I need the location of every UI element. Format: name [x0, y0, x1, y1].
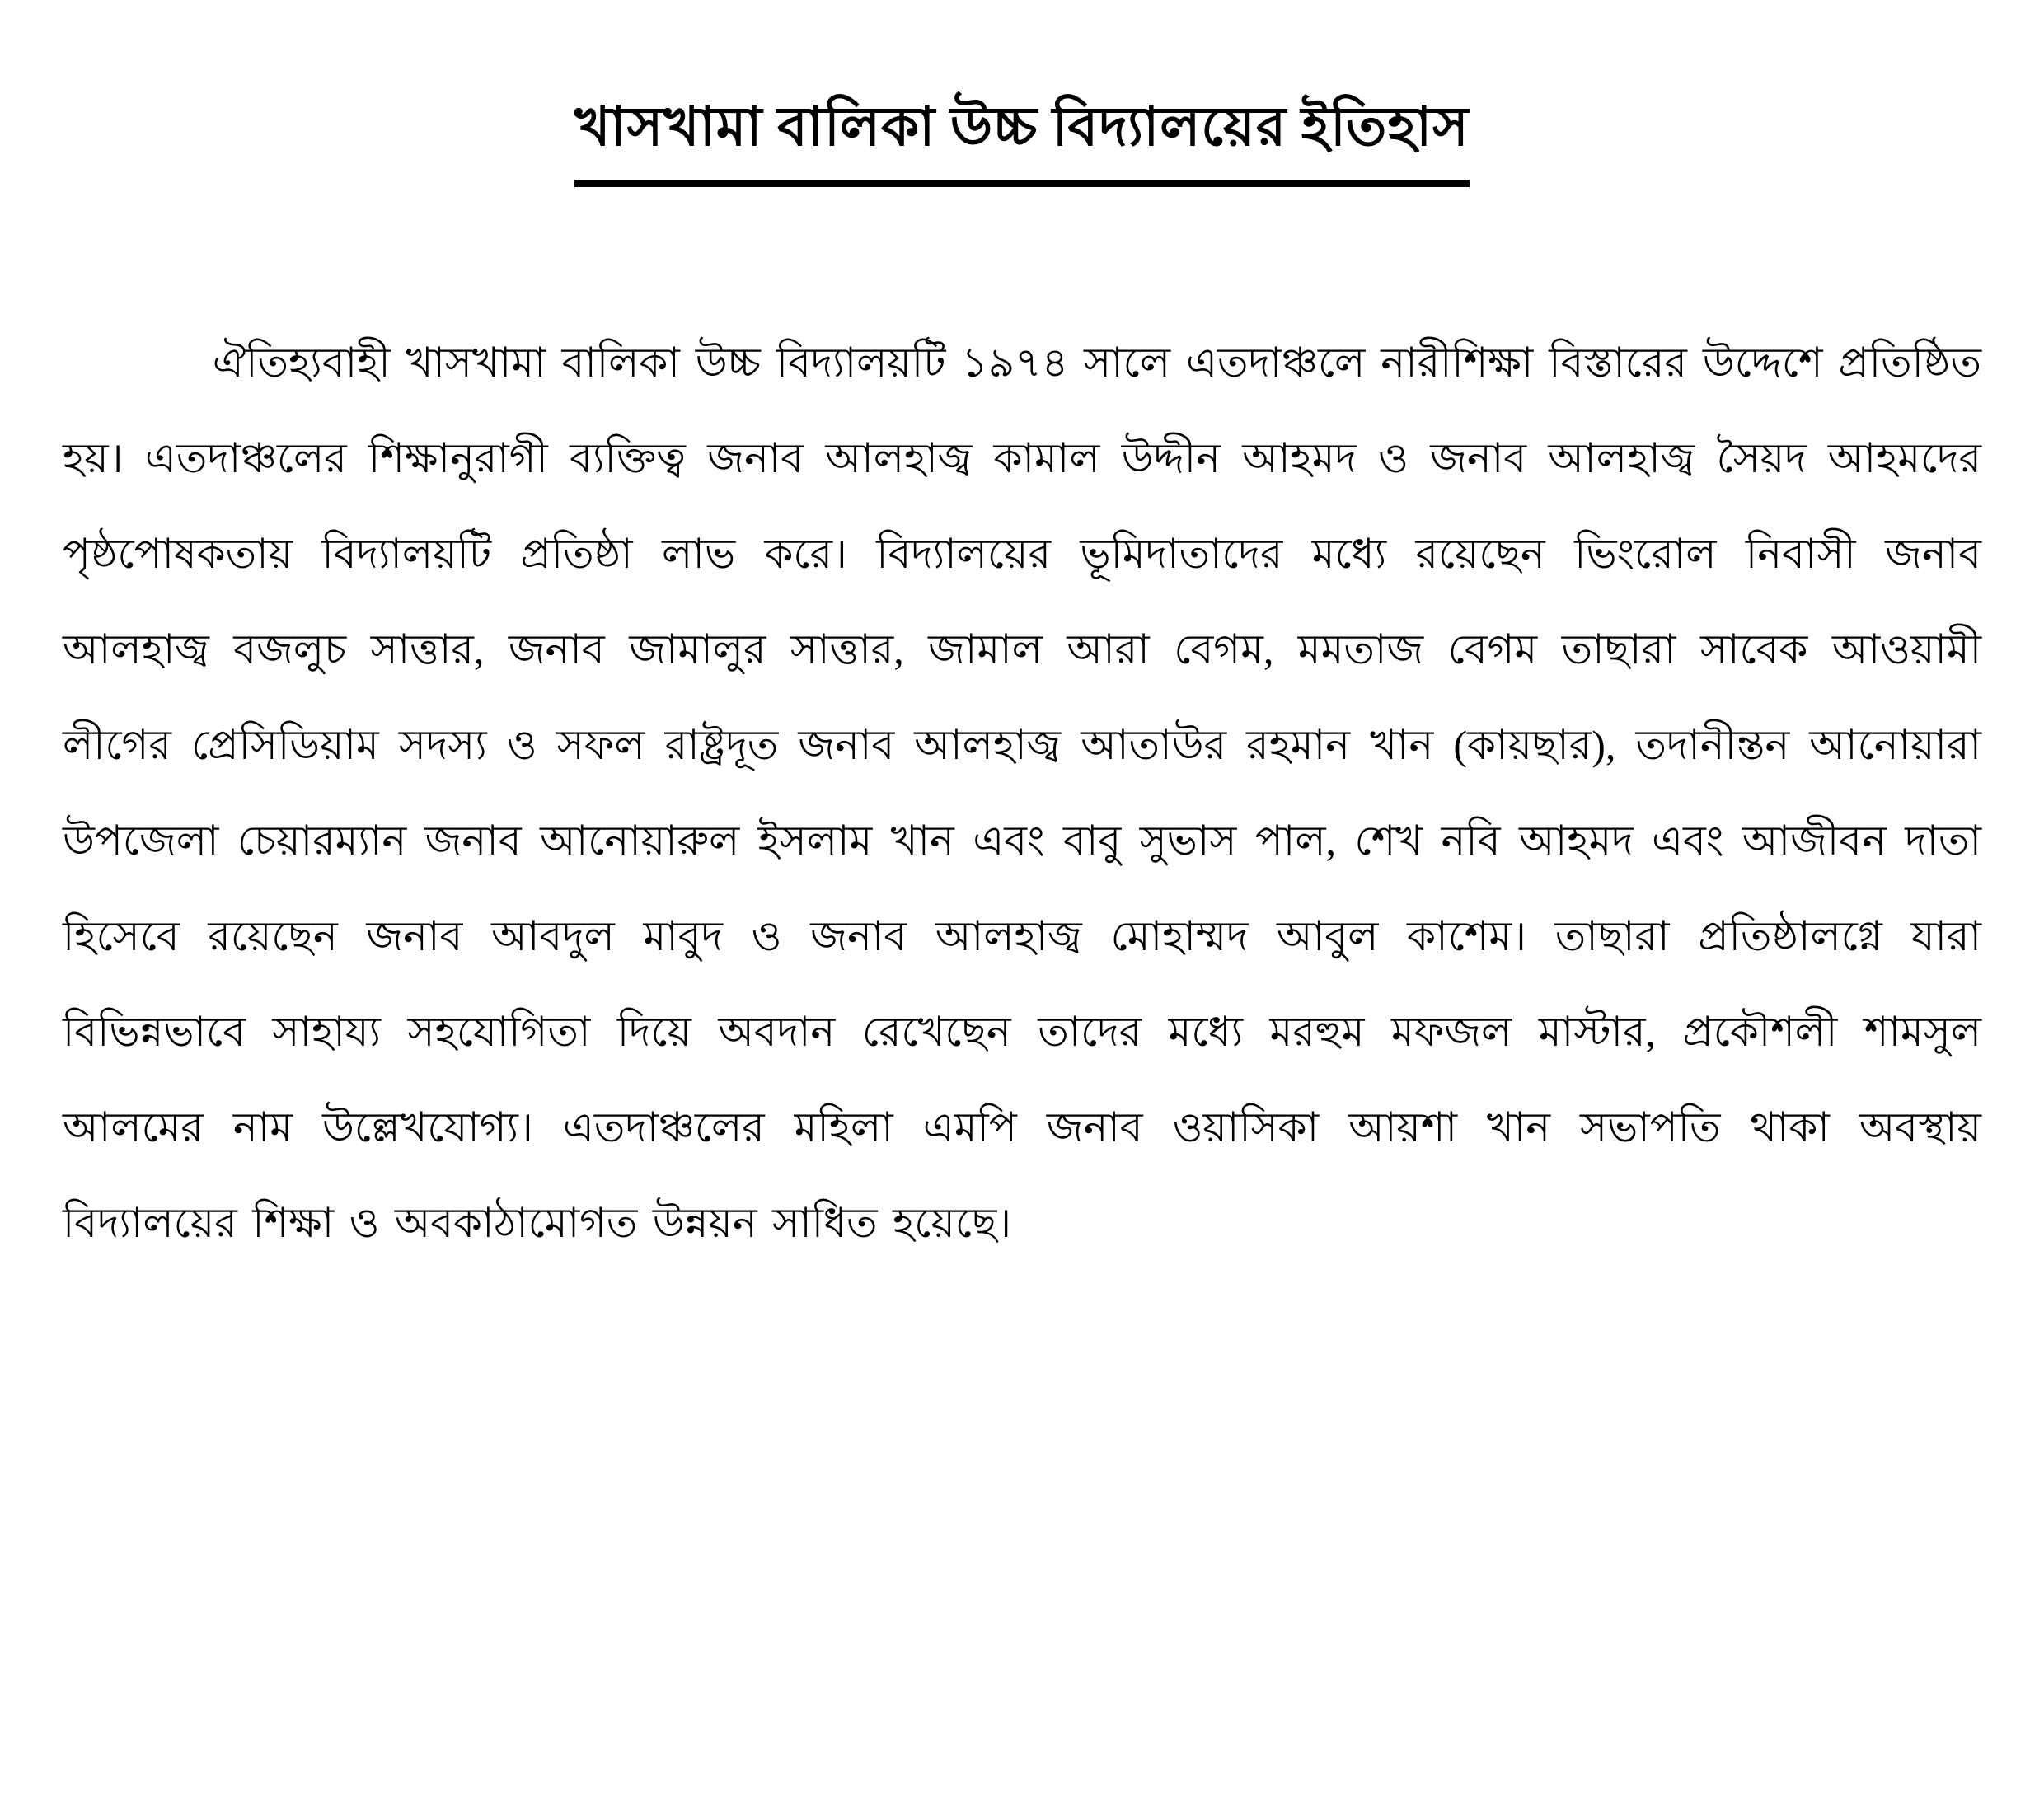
title-container [0, 0, 2044, 187]
page-title: খাসখামা বালিকা উচ্চ বিদ্যালয়ের ইতিহাস [574, 91, 1470, 187]
history-paragraph: ঐতিহ্যবাহী খাসখামা বালিকা উচ্চ বিদ্যালয়টি ১৯৭৪ সালে এতদাঞ্চলে নারীশিক্ষা বিস্তারের উদ্দেশে প্রতিষ্ঠিত হয়। এতদাঞ্চলের শিক্ষানুরাগী ব্যক্তিত্ব জনাব আলহাজ্ব কামাল উদ্দীন আহমদ ও জনাব আলহাজ্ব সৈয়দ আহমদের পৃষ্ঠপোষকতায় বিদ্যালয়টি প্রতিষ্ঠা লাভ করে। বিদ্যালয়ের ভূমিদাতাদের মধ্যে রয়েছেন ভিংরোল নিবাসী জনাব আলহাজ্ব বজলুচ সাত্তার, জনাব জামালুর সাত্তার, জামাল আরা বেগম, মমতাজ বেগম তাছারা সাবেক আওয়ামী লীগের প্রেসিডিয়াম সদস্য ও সফল রাষ্ট্রদূত জনাব আলহাজ্ব আতাউর রহমান খান (কায়ছার), তদানীন্তন আনোয়ারা উপজেলা চেয়ারম্যান জনাব আনোয়ারুল ইসলাম খান এবং বাবু সুভাস পাল, শেখ নবি আহমদ এবং আজীবন দাতা হিসেবে রয়েছেন জনাব আবদুল মাবুদ ও জনাব আলহাজ্ব মোহাম্মদ আবুল কাশেম। তাছারা প্রতিষ্ঠালগ্নে যারা বিভিন্নভাবে সাহায্য সহযোগিতা দিয়ে অবদান রেখেছেন তাদের মধ্যে মরহুম মফজল মাস্টার, প্রকৌশলী শামসুল আলমের নাম উল্লেখযোগ্য। এতদাঞ্চলের মহিলা এমপি জনাব ওয়াসিকা আয়শা খান সভাপতি থাকা অবস্থায় বিদ্যালয়ের শিক্ষা ও অবকাঠামোগত উন্নয়ন সাধিত হয়েছে। [63, 340, 1981, 1247]
